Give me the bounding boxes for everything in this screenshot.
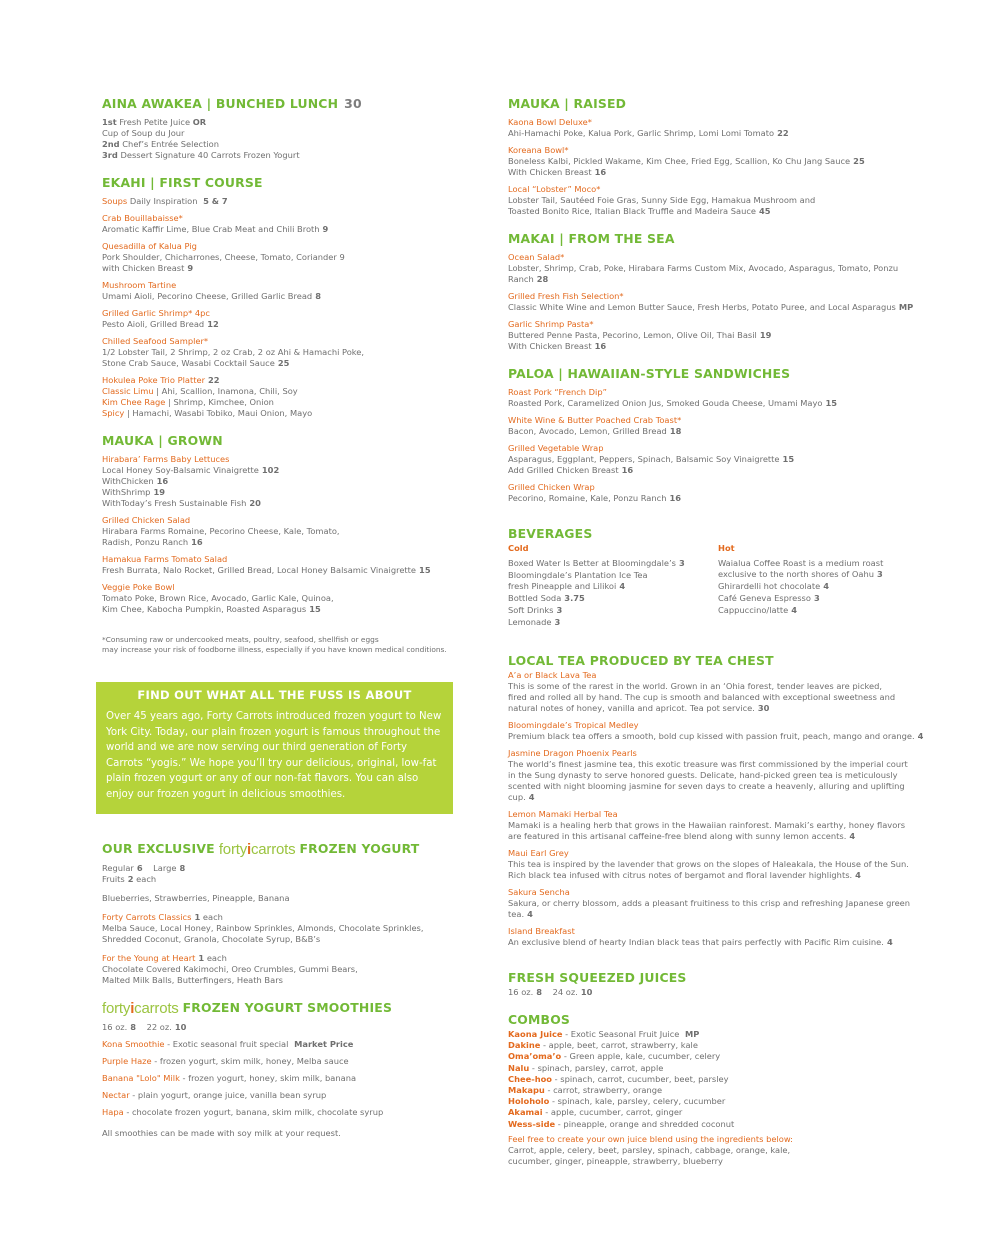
hot-beverages: Hot Waialua Coffee Roast is a medium roast exclusive to the north shores of Oahu 3 Ghirardelli hot chocolate 4 Café Geneva Espresso 3 Cappuccino/latte 4: [718, 543, 928, 629]
menu-item: Veggie Poke Bowl Tomato Poke, Brown Rice, Avocado, Garlic Kale, Quinoa, Kim Chee, Kabocha Pumpkin, Roasted Asparagus 15: [102, 582, 334, 614]
beverage-columns: [508, 543, 928, 629]
section-title: fortyicarrots FROZEN YOGURT SMOOTHIES: [102, 1000, 393, 1017]
menu-item: Maui Earl Grey This tea is inspired by the lavender that grows on the slopes of Haleakala, the House of the Sun. Rich black tea infused with citrus notes of bergamot and floral lavender highlights. 4: [508, 848, 909, 880]
section-title: BEVERAGES: [508, 526, 593, 541]
menu-item: Grilled Garlic Shrimp* 4pc Pesto Aioli, Grilled Bread 12: [102, 308, 219, 329]
menu-item: Roast Pork “French Dip” Roasted Pork, Caramelized Onion Jus, Smoked Gouda Cheese, Umami Mayo 15: [508, 387, 838, 408]
menu-line: 3rd Dessert Signature 40 Carrots Frozen Yogurt: [102, 150, 300, 160]
menu-item: Kaona Bowl Deluxe* Ahi-Hamachi Poke, Kalua Pork, Garlic Shrimp, Lomi Lomi Tomato 22: [508, 117, 789, 138]
menu-item: Forty Carrots Classics 1 each Melba Sauce, Local Honey, Rainbow Sprinkles, Almonds, Chocolate Sprinkles, Shredded Coconut, Granola, Chocolate Syrup, B&B’s: [102, 912, 424, 944]
menu-item: Bloomingdale’s Tropical Medley Premium black tea offers a smooth, bold cup kissed with passion fruit, peach, mango and orange. 4: [508, 720, 924, 741]
menu-item: Crab Bouillabaisse* Aromatic Kaffir Lime, Blue Crab Meat and Chili Broth 9: [102, 213, 329, 234]
smoothie-sizes: 16 oz. 8 22 oz. 10: [102, 1022, 187, 1032]
beverage-row: Boxed Water Is Better at Bloomingdale’s 3: [508, 558, 685, 568]
raised-section: [508, 96, 928, 217]
banner-title: FIND OUT WHAT ALL THE FUSS IS ABOUT: [137, 688, 412, 702]
combo-row: Akamai - apple, cucumber, carrot, ginger: [508, 1107, 683, 1118]
section-title: COMBOS: [508, 1012, 571, 1027]
smoothies-section: [102, 1000, 462, 1139]
left-column: [102, 96, 462, 655]
menu-item: Nectar - plain yogurt, orange juice, vanilla bean syrup: [102, 1090, 327, 1100]
beverage-row: Lemonade 3: [508, 617, 561, 627]
menu-item: Banana "Lolo" Milk - frozen yogurt, honey, skim milk, banana: [102, 1073, 357, 1083]
ekahi-section: [102, 175, 462, 419]
section-title: LOCAL TEA PRODUCED BY TEA CHEST: [508, 653, 774, 668]
section-title: AINA AWAKEA | BUNCHED LUNCH 30: [102, 96, 362, 111]
menu-line: 2nd Chef’s Entrée Selection: [102, 139, 220, 149]
combo-row: Wess-side - pineapple, orange and shredded coconut: [508, 1118, 735, 1129]
section-title: FRESH SQUEEZED JUICES: [508, 970, 687, 985]
combo-row: Makapu - carrot, strawberry, orange: [508, 1085, 663, 1096]
menu-item: Hapa - chocolate frozen yogurt, banana, skim milk, chocolate syrup: [102, 1107, 384, 1117]
menu-item: Lemon Mamaki Herbal Tea Mamaki is a healing herb that grows in the Hawaiian rainforest. Mamaki’s earthy, honey flavors are featured in this artisanal caffeine-free blend along with sunny lemon accents. 4: [508, 809, 906, 841]
forty-carrots-logo: fortyicarrots: [102, 1000, 179, 1017]
sandwiches-section: [508, 366, 928, 504]
beverage-row: Café Geneva Espresso 3: [718, 593, 820, 603]
combo-row: Kaona Juice - Exotic Seasonal Fruit Juice MP: [508, 1029, 700, 1039]
disclaimer: *Consuming raw or undercooked meats, poultry, seafood, shellfish or eggs may increase your risk of foodborne illness, especially if you have known medical conditions.: [102, 635, 447, 654]
menu-item: A’a or Black Lava Tea This is some of the rarest in the world. Grown in an ‘Ohia forest, tender leaves are picked, fired and rolled all by hand. The cup is smooth and balanced with exceptional sweetness and natural notes of honey, vanilla and apricot. Tea pot service. 30: [508, 670, 896, 713]
menu-item: Hamakua Farms Tomato Salad Fresh Burrata, Nalo Rocket, Grilled Bread, Local Honey Balsamic Vinaigrette 15: [102, 554, 431, 575]
menu-item: Hirabara’ Farms Baby Lettuces Local Honey Soy-Balsamic Vinaigrette 102 WithChicken 16 WithShrimp 19 WithToday’s Fresh Sustainable Fish 20: [102, 454, 280, 508]
beverage-row: Ghirardelli hot chocolate 4: [718, 581, 829, 591]
menu-item: Quesadilla of Kalua Pig Pork Shoulder, Chicharrones, Cheese, Tomato, Coriander 9 with Chicken Breast 9: [102, 241, 345, 273]
menu-item: Kona Smoothie - Exotic seasonal fruit special Market Price: [102, 1039, 354, 1049]
menu-item: Grilled Fresh Fish Selection* Classic White Wine and Lemon Butter Sauce, Fresh Herbs, Potato Puree, and Local Asparagus MP: [508, 291, 914, 312]
menu-item: Grilled Chicken Salad Hirabara Farms Romaine, Pecorino Cheese, Kale, Tomato, Radish, Ponzu Ranch 16: [102, 515, 340, 547]
smoothie-note: All smoothies can be made with soy milk at your request.: [102, 1128, 341, 1138]
aina-lines: [102, 117, 462, 161]
sea-section: [508, 231, 928, 352]
beverage-row: Bottled Soda 3.75: [508, 593, 585, 603]
menu-line: Cup of Soup du Jour: [102, 128, 185, 138]
banner-body: Over 45 years ago, Forty Carrots introduced frozen yogurt to New York City. Today, our plain frozen yogurt is famous throughout the world and we are now serving our third generation of Forty Carrots “yogis.” We hope you’ll try our delicious, original, low-fat plain frozen yogurt or any of our non-fat flavors. You can also enjoy our frozen yogurt in delicious smoothies.: [106, 711, 442, 800]
beverage-row: Waialua Coffee Roast is a medium roast exclusive to the north shores of Oahu 3: [718, 558, 884, 579]
tea-section: [508, 653, 928, 948]
menu-item: Mushroom Tartine Umami Aioli, Pecorino Cheese, Grilled Garlic Bread 8: [102, 280, 321, 301]
combo-row: Holoholo - spinach, kale, parsley, celery, cucumber: [508, 1096, 726, 1107]
beverage-row: Cappuccino/latte 4: [718, 605, 798, 615]
menu-item: Chilled Seafood Sampler* 1/2 Lobster Tail, 2 Shrimp, 2 oz Crab, 2 oz Ahi & Hamachi Poke, Stone Crab Sauce, Wasabi Cocktail Sauce 25: [102, 336, 365, 368]
menu-item: Koreana Bowl* Boneless Kalbi, Pickled Wakame, Kim Chee, Fried Egg, Scallion, Ko Chu Jang Sauce 25 With Chicken Breast 16: [508, 145, 865, 177]
fruits-list: Blueberries, Strawberries, Pineapple, Banana: [102, 893, 290, 903]
menu-item: Sakura Sencha Sakura, or cherry blossom, adds a pleasant fruitiness to this crisp and refreshing Japanese green tea. 4: [508, 887, 911, 919]
menu-line: 1st Fresh Petite Juice OR: [102, 117, 207, 127]
menu-item: Hokulea Poke Trio Platter 22 Classic Limu | Ahi, Scallion, Inamona, Chili, Soy Kim Chee Rage | Shrimp, Kimchee, Onion Spicy | Hamachi, Wasabi Tobiko, Maui Onion, Mayo: [102, 375, 313, 418]
menu-item: Jasmine Dragon Phoenix Pearls The world’s finest jasmine tea, this exotic treasure was first commissioned by the imperial court in the Sung dynasty to serve honored guests. Delicate, hand-picked green tea is meticulously scented with night blooming jasmine for seven days to create a heavenly, alluring and uplifting cup. 4: [508, 748, 908, 802]
right-column: [508, 96, 928, 1181]
grown-section: [102, 433, 462, 615]
beverages-section: [508, 526, 928, 629]
beverage-row: Bloomingdale’s Plantation Ice Tea fresh Pineapple and Lilikoi 4: [508, 570, 648, 591]
frozen-yogurt-block: [102, 841, 462, 1153]
section-title: EKAHI | FIRST COURSE: [102, 175, 263, 190]
cold-beverages: Cold Boxed Water Is Better at Bloomingdale’s 3 Bloomingdale’s Plantation Ice Tea fresh Pineapple and Lilikoi 4 Bottled Soda 3.75 Soft Drinks 3 Lemonade 3: [508, 543, 718, 629]
section-title: MAKAI | FROM THE SEA: [508, 231, 675, 246]
menu-item: White Wine & Butter Poached Crab Toast* Bacon, Avocado, Lemon, Grilled Bread 18: [508, 415, 682, 436]
menu-item: Island Breakfast An exclusive blend of hearty Indian black teas that pairs perfectly with Pacific Rim cuisine. 4: [508, 926, 893, 947]
section-title: PALOA | HAWAIIAN-STYLE SANDWICHES: [508, 366, 791, 381]
section-title: MAUKA | GROWN: [102, 433, 223, 448]
combo-row: Nalu - spinach, parsley, carrot, apple: [508, 1062, 664, 1073]
yogurt-sizes: Regular 6 Large 8 Fruits 2 each: [102, 863, 186, 884]
aina-section: [102, 96, 462, 161]
section-title: MAUKA | RAISED: [508, 96, 627, 111]
menu-item: Garlic Shrimp Pasta* Buttered Penne Pasta, Pecorino, Lemon, Olive Oil, Thai Basil 19 With Chicken Breast 16: [508, 319, 772, 351]
menu-item: Purple Haze - frozen yogurt, skim milk, honey, Melba sauce: [102, 1056, 349, 1066]
combos-section: [508, 1012, 928, 1167]
menu-item: Ocean Salad* Lobster, Shrimp, Crab, Poke, Hirabara Farms Custom Mix, Avocado, Asparagus, Tomato, Ponzu Ranch 28: [508, 252, 899, 284]
fuss-banner: [96, 682, 453, 814]
menu-item: Grilled Vegetable Wrap Asparagus, Eggplant, Peppers, Spinach, Balsamic Soy Vinaigrette 15 Add Grilled Chicken Breast 16: [508, 443, 795, 475]
menu-item: Grilled Chicken Wrap Pecorino, Romaine, Kale, Ponzu Ranch 16: [508, 482, 682, 503]
section-title: OUR EXCLUSIVE fortyicarrots FROZEN YOGURT: [102, 841, 420, 858]
juices-section: [508, 970, 928, 998]
menu-item: Soups Daily Inspiration 5 & 7: [102, 196, 228, 206]
menu-item: Local “Lobster” Moco* Lobster Tail, Sautéed Foie Gras, Sunny Side Egg, Hamakua Mushroom and Toasted Bonito Rice, Italian Black Truffle and Madeira Sauce 45: [508, 184, 816, 216]
custom-blend: Feel free to create your own juice blend using the ingredients below: Carrot, apple, celery, beet, parsley, spinach, cabbage, orange, kale, cucumber, ginger, pineapple, strawberry, blueberry: [508, 1133, 793, 1166]
menu-item: For the Young at Heart 1 each Chocolate Covered Kakimochi, Oreo Crumbles, Gummi Bears, Malted Milk Balls, Butterfingers, Heath Bars: [102, 953, 358, 985]
beverage-row: Soft Drinks 3: [508, 605, 563, 615]
combo-row: Oma’oma’o - Green apple, kale, cucumber, celery: [508, 1051, 721, 1062]
combo-row: Chee-hoo - spinach, carrot, cucumber, beet, parsley: [508, 1073, 729, 1084]
combo-row: Dakine - apple, beet, carrot, strawberry, kale: [508, 1040, 698, 1051]
juice-sizes: 16 oz. 8 24 oz. 10: [508, 987, 593, 997]
forty-carrots-logo: fortyicarrots: [218, 841, 296, 858]
yogurt-section: [102, 841, 462, 986]
